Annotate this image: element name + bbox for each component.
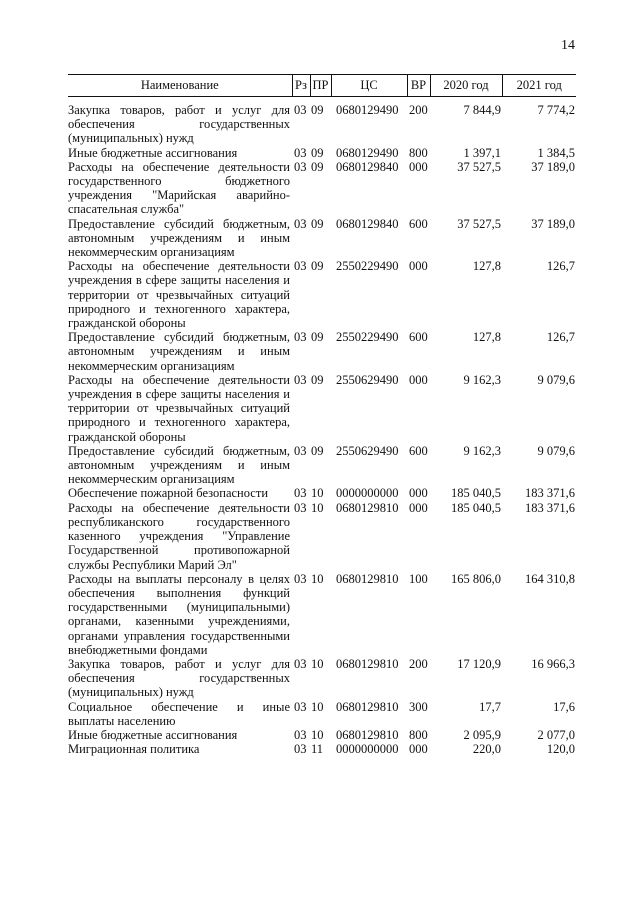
row-name: Предоставление субсидий бюджетным, автономным учреждениям и иным некоммерческим организациям [68, 216, 290, 260]
row-rz: 03 [294, 145, 307, 160]
row-amount-2021: 9 079,6 [537, 372, 575, 387]
table-row [68, 657, 576, 700]
row-pr: 10 [311, 656, 324, 671]
row-amount-2021: 1 384,5 [537, 145, 575, 160]
row-name: Расходы на обеспечение деятельности республиканского государственного казенного учреждения "Управление Государственной противопожарной службы Республики Марий Эл" [68, 500, 290, 572]
table-row [68, 373, 576, 444]
row-rz: 03 [294, 216, 307, 231]
row-amount-2020: 37 527,5 [457, 159, 501, 174]
row-amount-2021: 183 371,6 [525, 486, 575, 501]
row-amount-2020: 127,8 [472, 330, 501, 345]
row-cs: 2550629490 [336, 372, 399, 387]
table-row [68, 501, 576, 572]
row-rz: 03 [294, 330, 307, 345]
row-amount-2021: 37 189,0 [531, 216, 575, 231]
row-amount-2020: 2 095,9 [463, 727, 501, 742]
row-rz: 03 [294, 742, 307, 757]
table-row [68, 486, 576, 500]
row-cs: 0680129810 [336, 571, 399, 586]
row-vr: 600 [409, 330, 428, 345]
row-pr: 09 [311, 372, 324, 387]
row-cs: 0680129810 [336, 656, 399, 671]
row-name: Расходы на обеспечение деятельности государственного бюджетного учреждения "Марийская аварийно-спасательная служба" [68, 159, 290, 217]
row-rz: 03 [294, 727, 307, 742]
row-vr: 000 [409, 159, 428, 174]
row-amount-2021: 120,0 [546, 742, 575, 757]
row-amount-2021: 126,7 [546, 259, 575, 274]
row-pr: 10 [311, 500, 324, 515]
row-cs: 0680129490 [336, 145, 399, 160]
row-amount-2020: 9 162,3 [463, 372, 501, 387]
row-rz: 03 [294, 500, 307, 515]
row-pr: 09 [311, 330, 324, 345]
table-row [68, 160, 576, 217]
column-header-2020: 2020 год [430, 75, 502, 97]
row-pr: 09 [311, 259, 324, 274]
row-pr: 10 [311, 486, 324, 501]
row-amount-2020: 17,7 [479, 699, 501, 714]
row-pr: 10 [311, 571, 324, 586]
row-cs: 0680129840 [336, 216, 399, 231]
row-name: Иные бюджетные ассигнования [68, 727, 238, 742]
column-header-cs: ЦС [331, 75, 407, 97]
table-body [68, 97, 576, 757]
row-name: Предоставление субсидий бюджетным, автономным учреждениям и иным некоммерческим организациям [68, 330, 290, 373]
row-cs: 0000000000 [336, 742, 399, 757]
row-cs: 0680129490 [336, 103, 399, 117]
row-pr: 10 [311, 727, 324, 742]
table-row [68, 330, 576, 373]
table-row [68, 146, 576, 160]
table-row [68, 572, 576, 657]
column-header-vr: ВР [407, 75, 430, 97]
row-amount-2020: 37 527,5 [457, 216, 501, 231]
row-amount-2021: 126,7 [546, 330, 575, 345]
row-cs: 2550229490 [336, 330, 399, 345]
row-vr: 300 [409, 699, 428, 714]
row-amount-2021: 2 077,0 [537, 727, 575, 742]
row-vr: 000 [409, 742, 428, 757]
row-rz: 03 [294, 259, 307, 274]
row-name: Расходы на обеспечение деятельности учреждения в сфере защиты населения и территории от чрезвычайных ситуаций природного и техногенного характера, гражданской обороны [68, 259, 290, 331]
row-amount-2020: 185 040,5 [451, 500, 501, 515]
table-row [68, 217, 576, 260]
row-vr: 000 [409, 500, 428, 515]
row-cs: 0680129840 [336, 159, 399, 174]
row-vr: 600 [409, 443, 428, 458]
column-header-pr: ПР [310, 75, 331, 97]
row-amount-2021: 7 774,2 [537, 103, 575, 117]
table-row [68, 742, 576, 756]
row-amount-2021: 164 310,8 [525, 571, 575, 586]
row-pr: 09 [311, 159, 324, 174]
row-vr: 000 [409, 259, 428, 274]
row-rz: 03 [294, 159, 307, 174]
table-row [68, 259, 576, 330]
table-row [68, 97, 576, 146]
row-amount-2021: 16 966,3 [531, 656, 575, 671]
header-row [68, 75, 576, 97]
row-amount-2020: 127,8 [472, 259, 501, 274]
column-header-rz: Рз [292, 75, 310, 97]
row-name: Расходы на выплаты персоналу в целях обеспечения выполнения функций государственными (муниципальными) органами, казенными учреждениями, органами управления государственными внебюджетными фондами [68, 571, 290, 657]
row-amount-2020: 185 040,5 [451, 486, 501, 501]
row-amount-2021: 17,6 [553, 699, 575, 714]
row-rz: 03 [294, 656, 307, 671]
budget-table [68, 74, 576, 756]
table-row [68, 728, 576, 742]
row-cs: 2550629490 [336, 443, 399, 458]
row-name: Закупка товаров, работ и услуг для обеспечения государственных (муниципальных) нужд [68, 656, 290, 700]
row-amount-2021: 183 371,6 [525, 500, 575, 515]
row-pr: 09 [311, 216, 324, 231]
row-rz: 03 [294, 443, 307, 458]
row-vr: 100 [409, 571, 428, 586]
row-amount-2020: 9 162,3 [463, 443, 501, 458]
row-vr: 200 [409, 656, 428, 671]
row-amount-2021: 37 189,0 [531, 159, 575, 174]
row-cs: 0680129810 [336, 500, 399, 515]
row-name: Закупка товаров, работ и услуг для обеспечения государственных (муниципальных) нужд [68, 103, 290, 146]
row-name: Расходы на обеспечение деятельности учреждения в сфере защиты населения и территории от чрезвычайных ситуаций природного и техногенного характера, гражданской обороны [68, 372, 290, 444]
page-number: 14 [561, 38, 575, 53]
row-rz: 03 [294, 571, 307, 586]
row-vr: 800 [409, 145, 428, 160]
row-name: Социальное обеспечение и иные выплаты населению [68, 699, 290, 728]
row-cs: 0680129810 [336, 699, 399, 714]
row-pr: 10 [311, 699, 324, 714]
row-pr: 09 [311, 443, 324, 458]
row-amount-2020: 7 844,9 [463, 103, 501, 117]
row-rz: 03 [294, 103, 307, 117]
row-cs: 0000000000 [336, 486, 399, 501]
row-name: Миграционная политика [68, 742, 200, 757]
row-vr: 000 [409, 372, 428, 387]
row-name: Предоставление субсидий бюджетным, автономным учреждениям и иным некоммерческим организациям [68, 443, 290, 487]
row-amount-2020: 220,0 [472, 742, 501, 757]
row-name: Обеспечение пожарной безопасности [68, 486, 269, 501]
row-vr: 000 [409, 486, 428, 501]
row-rz: 03 [294, 372, 307, 387]
row-pr: 09 [311, 103, 324, 117]
column-header-2021: 2021 год [502, 75, 576, 97]
row-vr: 200 [409, 103, 428, 117]
row-pr: 09 [311, 145, 324, 160]
row-amount-2020: 165 806,0 [451, 571, 501, 586]
row-cs: 0680129810 [336, 727, 399, 742]
row-name: Иные бюджетные ассигнования [68, 145, 238, 160]
table-row [68, 444, 576, 487]
row-rz: 03 [294, 486, 307, 501]
row-vr: 600 [409, 216, 428, 231]
column-header-name: Наименование [68, 75, 292, 97]
row-rz: 03 [294, 699, 307, 714]
row-amount-2021: 9 079,6 [537, 443, 575, 458]
row-pr: 11 [311, 742, 324, 757]
table-row [68, 700, 576, 728]
row-vr: 800 [409, 727, 428, 742]
row-amount-2020: 17 120,9 [457, 656, 501, 671]
row-amount-2020: 1 397,1 [463, 145, 501, 160]
row-cs: 2550229490 [336, 259, 399, 274]
